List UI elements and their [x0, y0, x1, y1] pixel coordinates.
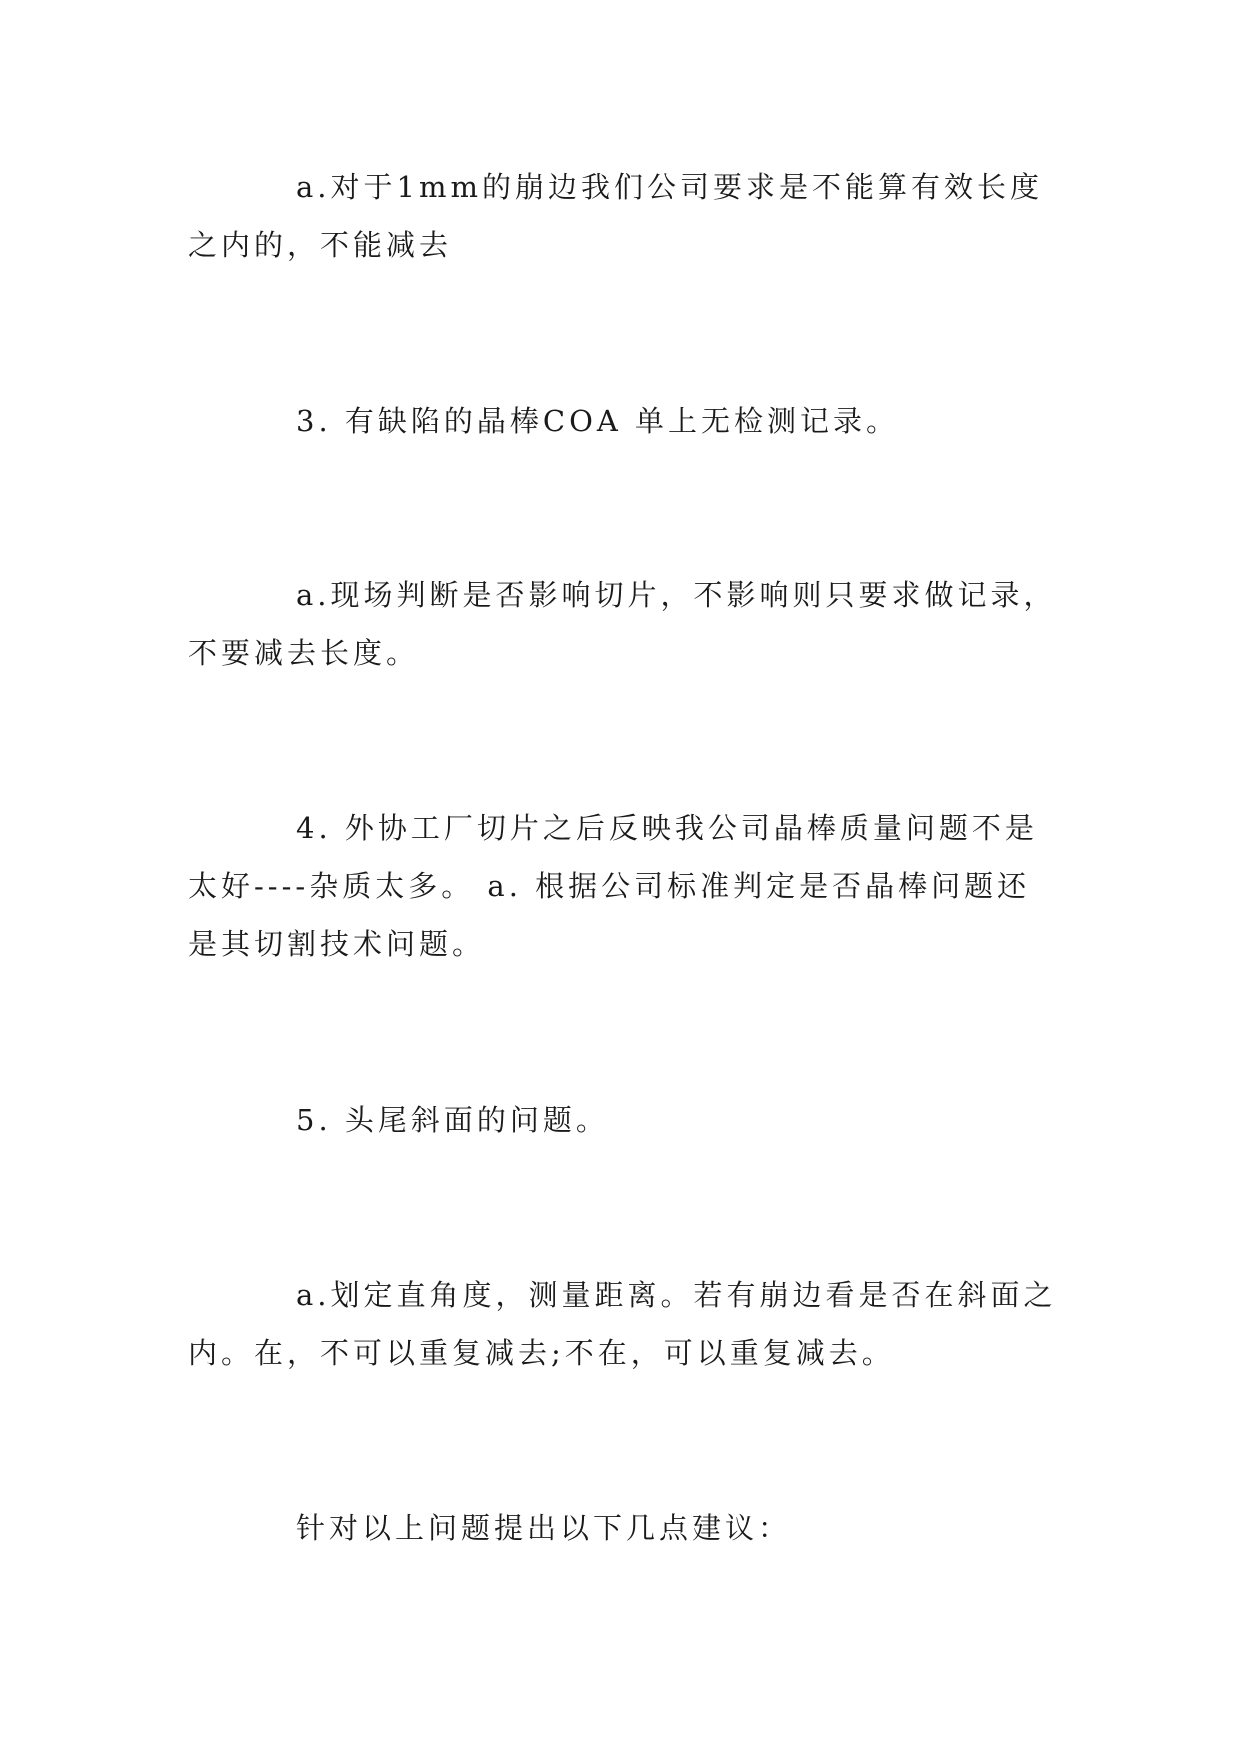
paragraph-item-3-heading: 3. 有缺陷的晶棒COA 单上无检测记录。 [296, 404, 900, 438]
paragraph-item-3-detail: a.现场判断是否影响切片，不影响则只要求做记录，不要减去长度。 [188, 578, 1057, 670]
paragraph-item-4: 4. 外协工厂切片之后反映我公司晶棒质量问题不是太好----杂质太多。 a. 根据公司标准判定是否晶棒问题还是其切割技术问题。 [188, 811, 1038, 961]
paragraph-suggestions-intro: 针对以上问题提出以下几点建议： [296, 1511, 792, 1545]
paragraph-item-5-heading: 5. 头尾斜面的问题。 [296, 1103, 609, 1137]
paragraph-edge-chip-rule: a.对于1mm的崩边我们公司要求是不能算有效长度之内的，不能减去 [188, 170, 1043, 262]
paragraph-item-5-detail: a.划定直角度，测量距离。若有崩边看是否在斜面之内。在，不可以重复减去;不在，可以重复减去。 [188, 1278, 1057, 1370]
